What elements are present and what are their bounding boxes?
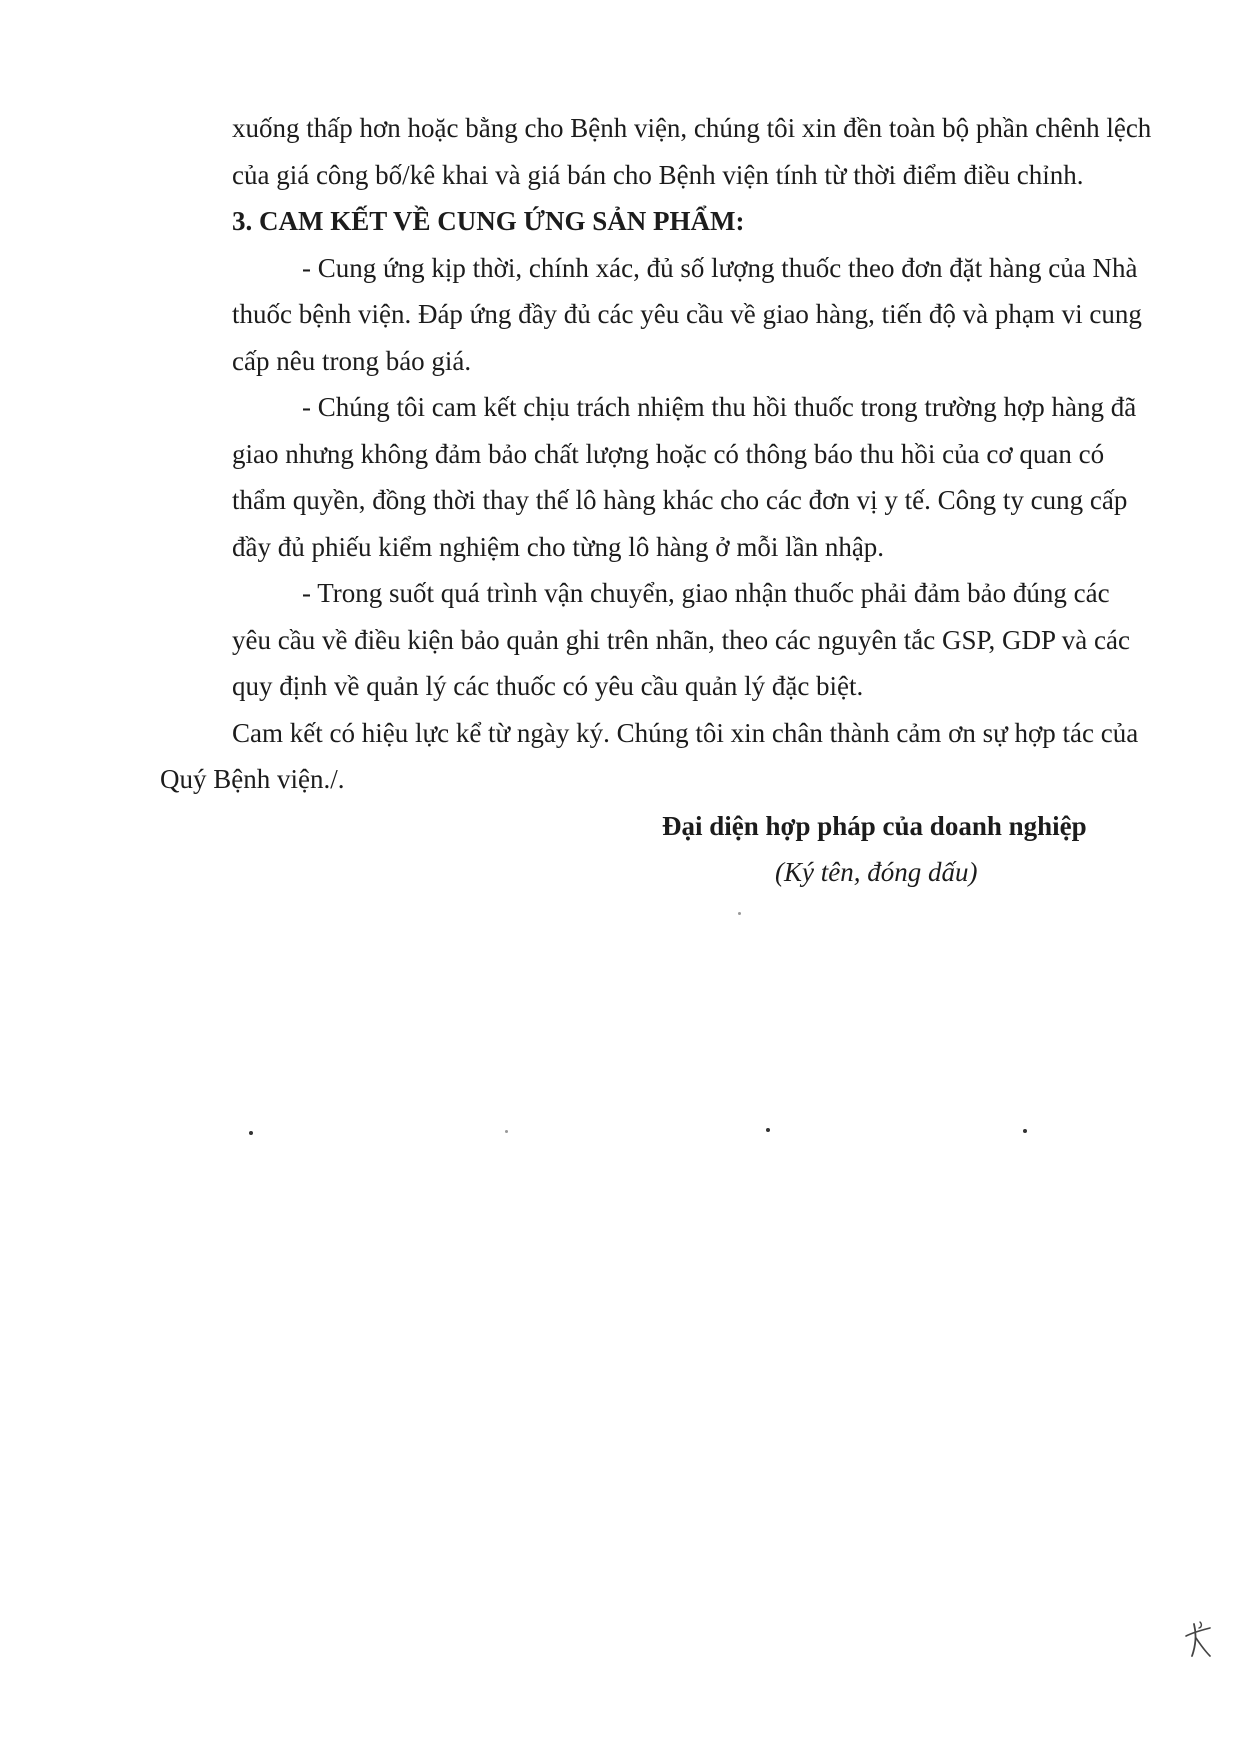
signature-note: (Ký tên, đóng dấu) — [775, 857, 978, 887]
scan-speck — [505, 1130, 508, 1133]
item-1-line-2: thuốc bệnh viện. Đáp ứng đầy đủ các yêu cầu về giao hàng, tiến độ và phạm vi cung — [232, 299, 1142, 329]
paragraph-continuation-line-1: xuống thấp hơn hoặc bằng cho Bệnh viện, chúng tôi xin đền toàn bộ phần chênh lệch — [232, 113, 1152, 143]
item-3-line-3: quy định về quản lý các thuốc có yêu cầu quản lý đặc biệt. — [232, 671, 864, 701]
item-1-line-3: cấp nêu trong báo giá. — [232, 346, 472, 376]
scan-speck — [766, 1128, 770, 1132]
item-3-line-2: yêu cầu về điều kiện bảo quản ghi trên nhãn, theo các nguyên tắc GSP, GDP và các — [232, 625, 1130, 655]
scan-speck — [738, 912, 741, 915]
scan-speck — [249, 1131, 253, 1135]
closing-line-2: Quý Bệnh viện./. — [160, 764, 345, 794]
scan-speck — [1023, 1129, 1027, 1133]
item-2-line-1: - Chúng tôi cam kết chịu trách nhiệm thu hồi thuốc trong trường hợp hàng đã — [302, 392, 1137, 422]
handwritten-initial-mark — [1180, 1618, 1220, 1662]
item-2-line-4: đầy đủ phiếu kiểm nghiệm cho từng lô hàng ở mỗi lần nhập. — [232, 532, 885, 562]
section-3-heading: 3. CAM KẾT VỀ CUNG ỨNG SẢN PHẨM: — [232, 206, 745, 236]
item-2-line-2: giao nhưng không đảm bảo chất lượng hoặc có thông báo thu hồi của cơ quan có — [232, 439, 1105, 469]
signature-title: Đại diện hợp pháp của doanh nghiệp — [662, 811, 1087, 841]
paragraph-continuation-line-2: của giá công bố/kê khai và giá bán cho Bệnh viện tính từ thời điểm điều chỉnh. — [232, 160, 1084, 190]
closing-line-1: Cam kết có hiệu lực kể từ ngày ký. Chúng tôi xin chân thành cảm ơn sự hợp tác của — [232, 718, 1139, 748]
item-1-line-1: - Cung ứng kịp thời, chính xác, đủ số lượng thuốc theo đơn đặt hàng của Nhà — [302, 253, 1138, 283]
item-2-line-3: thẩm quyền, đồng thời thay thế lô hàng khác cho các đơn vị y tế. Công ty cung cấp — [232, 485, 1128, 515]
item-3-line-1: - Trong suốt quá trình vận chuyển, giao nhận thuốc phải đảm bảo đúng các — [302, 578, 1110, 608]
